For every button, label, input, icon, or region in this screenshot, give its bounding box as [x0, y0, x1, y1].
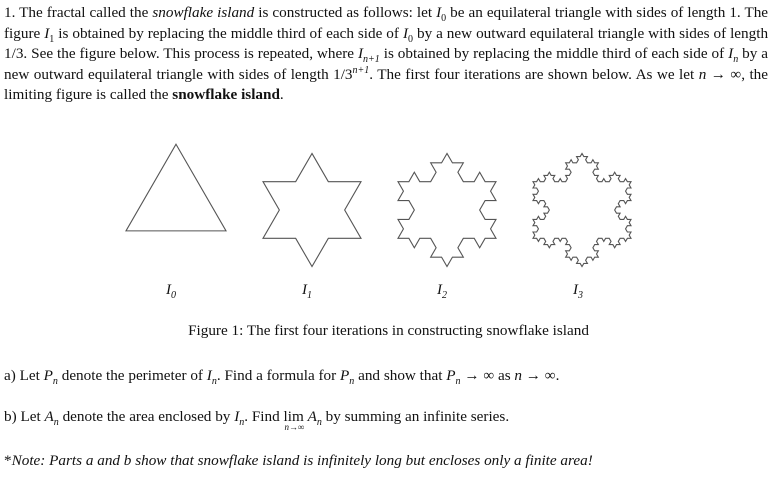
part-a: a) Let $P_n$ denote the perimeter of $I_n$. Find a formula for $P_n$ and show that $P_n$ → ∞ as n → ∞. — [4, 367, 560, 388]
snowflake-iteration-1 — [263, 153, 361, 266]
limit-operator: lim n→∞ — [283, 408, 305, 432]
snowflake-figure — [0, 138, 777, 308]
part-b: b) Let $A_n$ denote the area enclosed by $I_n$. Find lim n→∞ $A_n$ by summing an infinite series. — [4, 408, 510, 432]
snowflake-iteration-3 — [533, 153, 631, 266]
note: *Note: Parts a and b show that snowflake island is infinitely long but encloses only a finite area! — [4, 452, 593, 469]
problem-number: 1. — [4, 4, 16, 21]
label-I1: $I_1$ — [302, 282, 312, 301]
snowflake-iteration-2 — [398, 153, 496, 266]
label-I0: $I_0$ — [166, 282, 176, 301]
figure-caption: Figure 1: The first four iterations in constructing snowflake island — [188, 322, 589, 339]
label-I2: $I_2$ — [437, 282, 447, 301]
snowflake-iteration-0 — [126, 144, 226, 231]
problem-statement: 1. The fractal called the snowflake island is constructed as follows: let $I_0$ be an equilateral triangle with sides of length 1. The figure $I_1$ is obtained by replacing the middle third of each side of $I_0$ by a new outward equilateral triangle with sides of length 1/3. See the figure below. This process is repeated, where $I_{n+1}$ is obtained by replacing the middle third of each side of $I_n$ by a new outward equilateral triangle with sides of length $1/3^{n+1}$. The first four iterations are shown below. As we let n → ∞, the limiting figure is called the snowflake island. — [4, 4, 769, 104]
term-snowflake-island-italic: snowflake island — [152, 4, 255, 21]
label-I3: $I_3$ — [573, 282, 583, 301]
term-snowflake-island-bold: snowflake island — [172, 86, 280, 104]
